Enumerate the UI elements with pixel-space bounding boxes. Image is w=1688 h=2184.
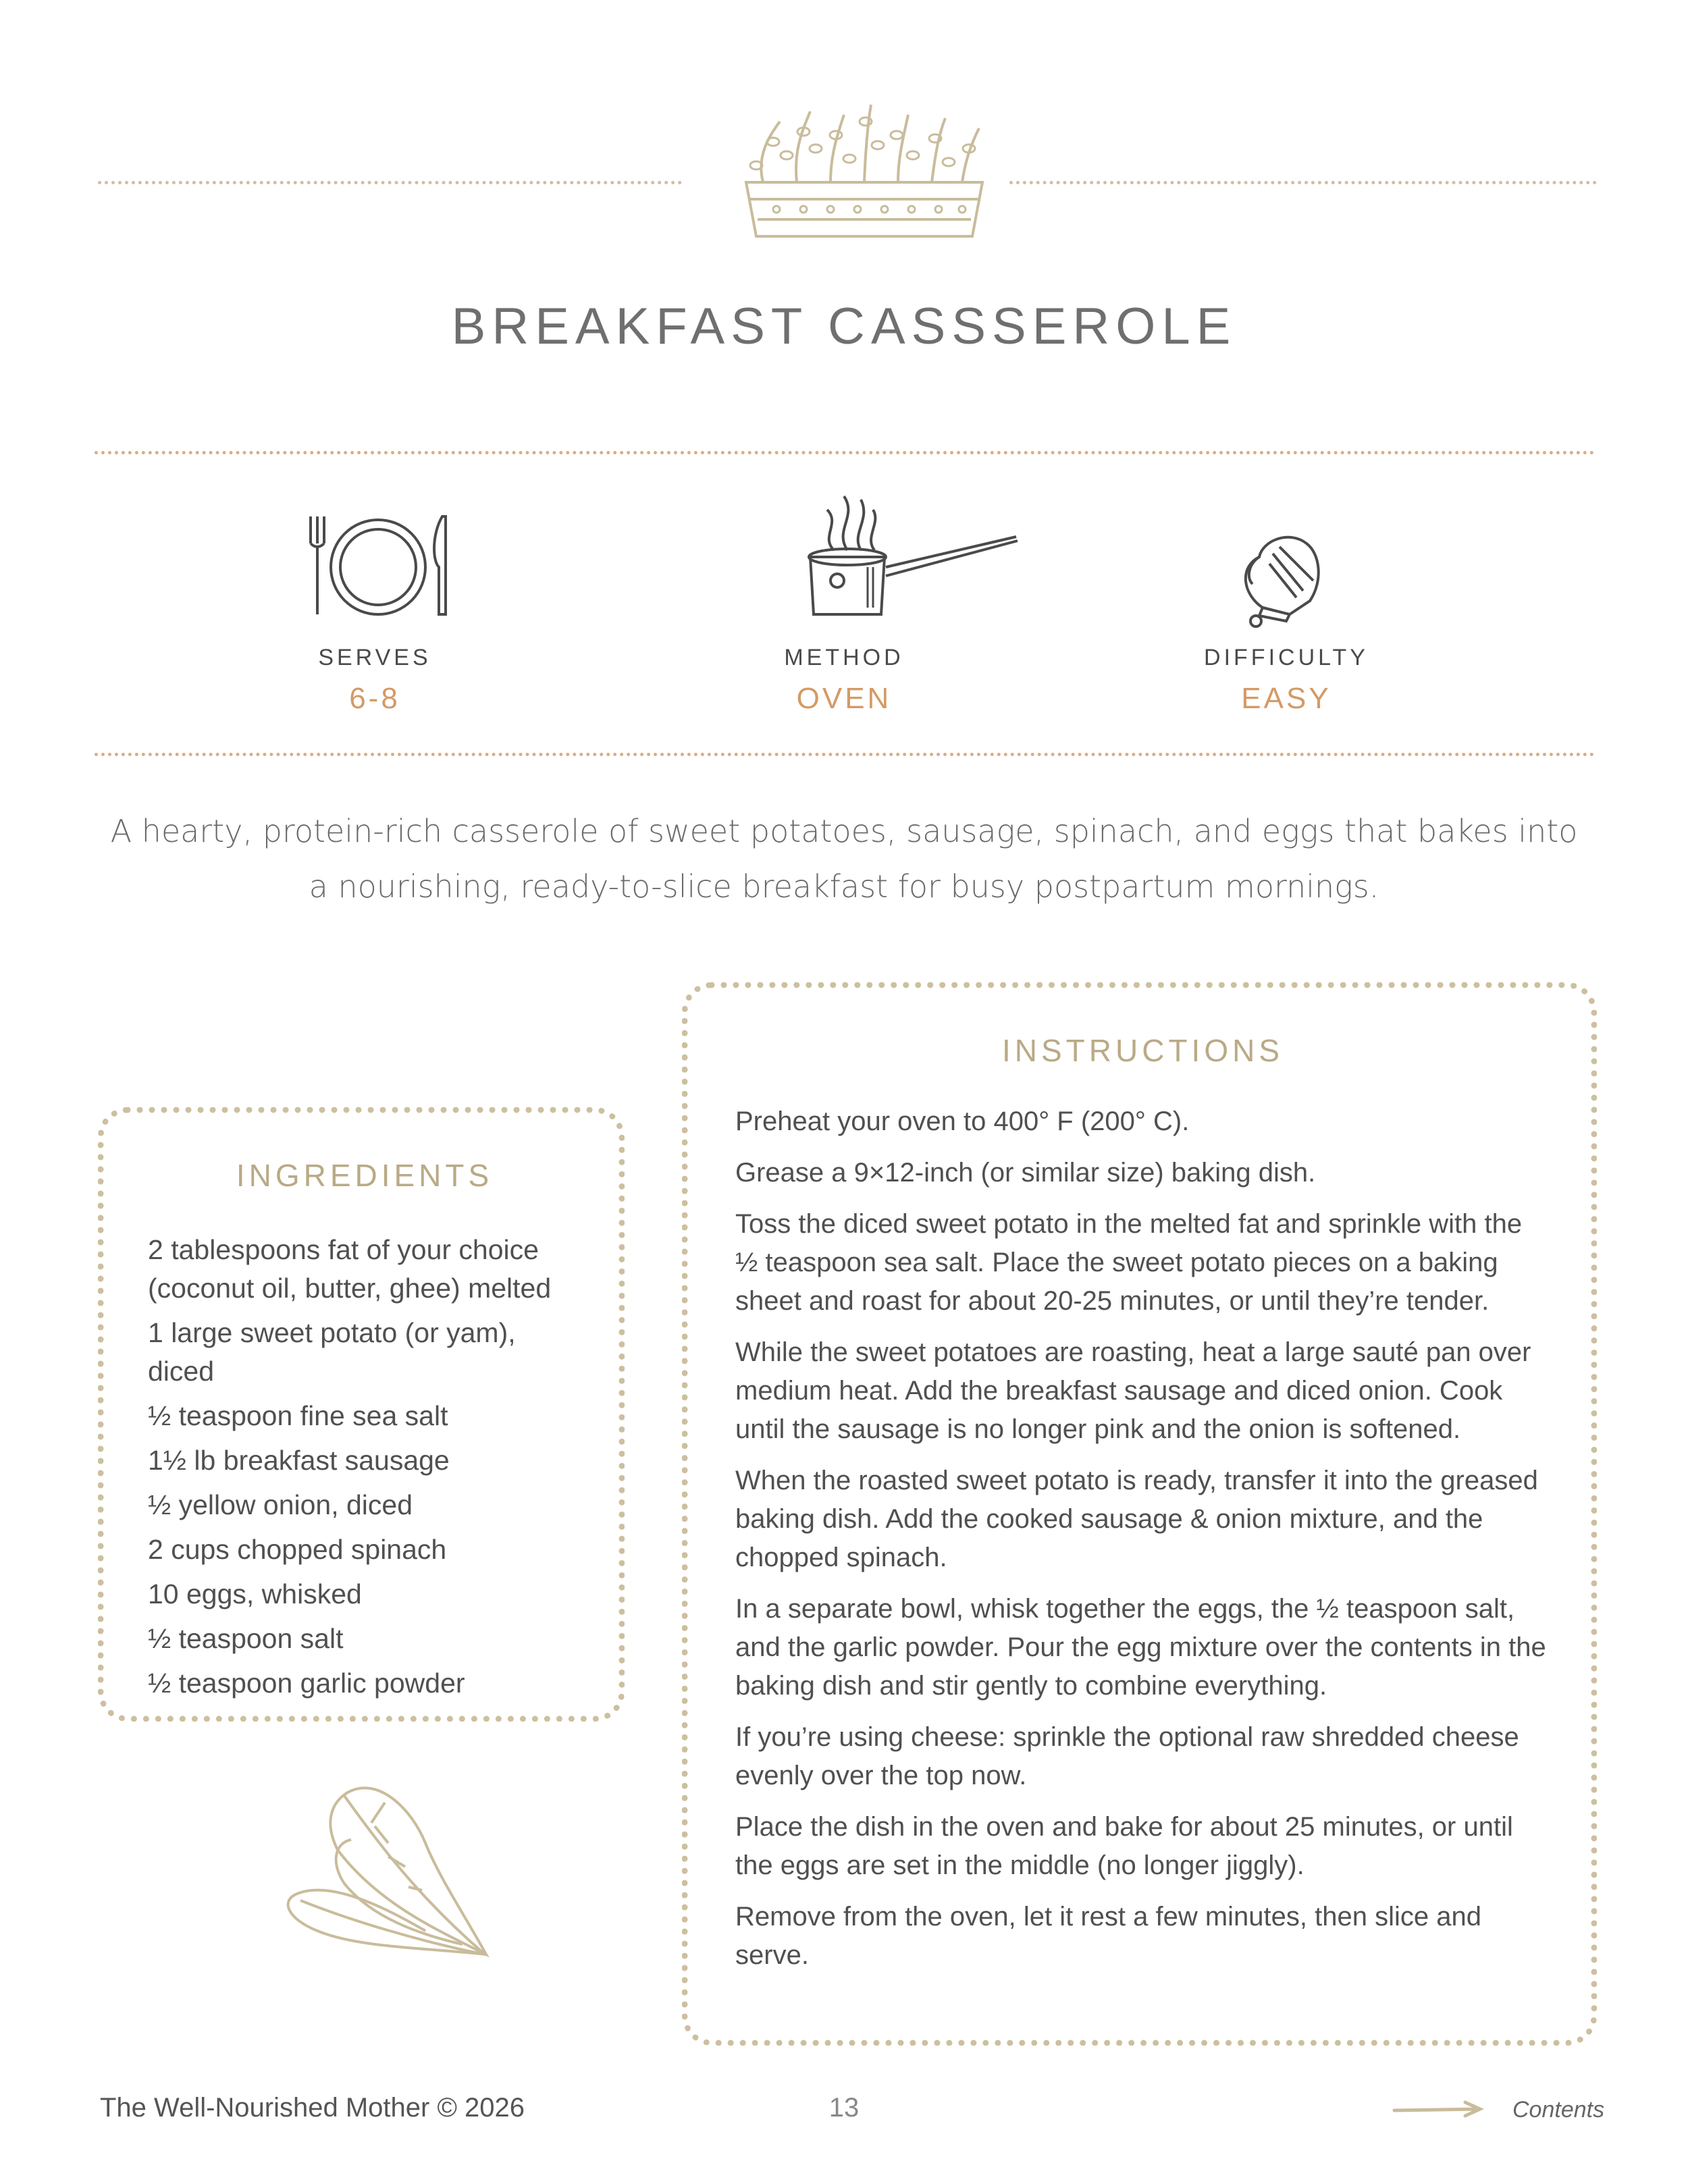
ingredient-item: 1½ lb breakfast sausage xyxy=(148,1445,450,1476)
casserole-dish-icon xyxy=(716,95,1013,243)
instruction-step: Toss the diced sweet potato in the melted fat and sprinkle with the ½ teaspoon sea salt. Place the sweet potato pieces on a baking sheet and roast for about 20-25 minutes, or until they’re tender. xyxy=(735,1209,1523,1316)
arrow-right-icon[interactable] xyxy=(1391,2100,1485,2120)
serves-value: 6-8 xyxy=(349,682,400,715)
footer-copyright: The Well-Nourished Mother © 2026 xyxy=(100,2093,525,2123)
instruction-step: Place the dish in the oven and bake for about 25 minutes, or until the eggs are set in the middle (no longer jiggly). xyxy=(735,1812,1513,1880)
difficulty-label: DIFFICULTY xyxy=(1204,645,1369,670)
meta-divider-bottom xyxy=(95,753,1595,756)
ingredient-item: 1 large sweet potato (or yam), diced xyxy=(148,1317,516,1387)
instruction-step: Grease a 9×12-inch (or similar size) baking dish. xyxy=(735,1158,1316,1188)
spinach-leaves-icon xyxy=(270,1762,500,1965)
method-value: OVEN xyxy=(796,682,892,715)
instruction-step: In a separate bowl, whisk together the eggs, the ½ teaspoon salt, and the garlic powder. Pour the egg mixture over the contents in the baking dish and stir gently to combine everything. xyxy=(735,1594,1546,1701)
instructions-box xyxy=(682,982,1597,2046)
serves-label: SERVES xyxy=(318,645,431,670)
method-label: METHOD xyxy=(784,645,904,670)
difficulty-value: EASY xyxy=(1241,682,1331,715)
recipe-title: BREAKFAST CASSSEROLE xyxy=(451,298,1237,355)
ingredient-item: ½ yellow onion, diced xyxy=(148,1489,413,1520)
ingredient-item: ½ teaspoon salt xyxy=(148,1623,344,1654)
instruction-step: When the roasted sweet potato is ready, transfer it into the greased baking dish. Add the cooked sausage & onion mixture, and the chopped spinach. xyxy=(735,1466,1538,1572)
ingredient-item: ½ teaspoon garlic powder xyxy=(148,1668,465,1699)
instruction-step: Preheat your oven to 400° F (200° C). xyxy=(735,1107,1190,1136)
instructions-title: INSTRUCTIONS xyxy=(1002,1033,1284,1068)
ingredient-item: 2 tablespoons fat of your choice (coconut oil, butter, ghee) melted xyxy=(148,1234,552,1304)
instructions-list xyxy=(735,1102,1550,1975)
plate-cutlery-icon xyxy=(297,513,459,621)
recipe-intro: A hearty, protein-rich casserole of sweet potatoes, sausage, spinach, and eggs that bakes into a nourishing, ready-to-slice breakfast for busy postpartum mornings. xyxy=(110,813,1578,905)
ingredients-box xyxy=(98,1107,625,1722)
saucepan-icon xyxy=(793,483,1023,624)
instruction-step: While the sweet potatoes are roasting, heat a large sauté pan over medium heat. Add the breakfast sausage and diced onion. Cook until the sausage is no longer pink and the onion is softened. xyxy=(735,1337,1531,1444)
top-divider-right xyxy=(1009,181,1597,184)
instruction-step: Remove from the oven, let it rest a few minutes, then slice and serve. xyxy=(735,1902,1481,1970)
top-divider-left xyxy=(98,181,682,184)
ingredient-item: ½ teaspoon fine sea salt xyxy=(148,1400,448,1431)
instruction-step: If you’re using cheese: sprinkle the optional raw shredded cheese evenly over the top now. xyxy=(735,1722,1519,1790)
page-number: 13 xyxy=(828,2093,860,2123)
ingredients-list xyxy=(148,1231,581,1703)
contents-link[interactable]: Contents xyxy=(1512,2097,1605,2123)
ingredients-title: INGREDIENTS xyxy=(236,1158,494,1193)
ingredient-item: 10 eggs, whisked xyxy=(148,1578,362,1609)
oven-mitt-icon xyxy=(1236,527,1344,628)
meta-divider-top xyxy=(95,451,1595,454)
ingredient-item: 2 cups chopped spinach xyxy=(148,1534,447,1565)
